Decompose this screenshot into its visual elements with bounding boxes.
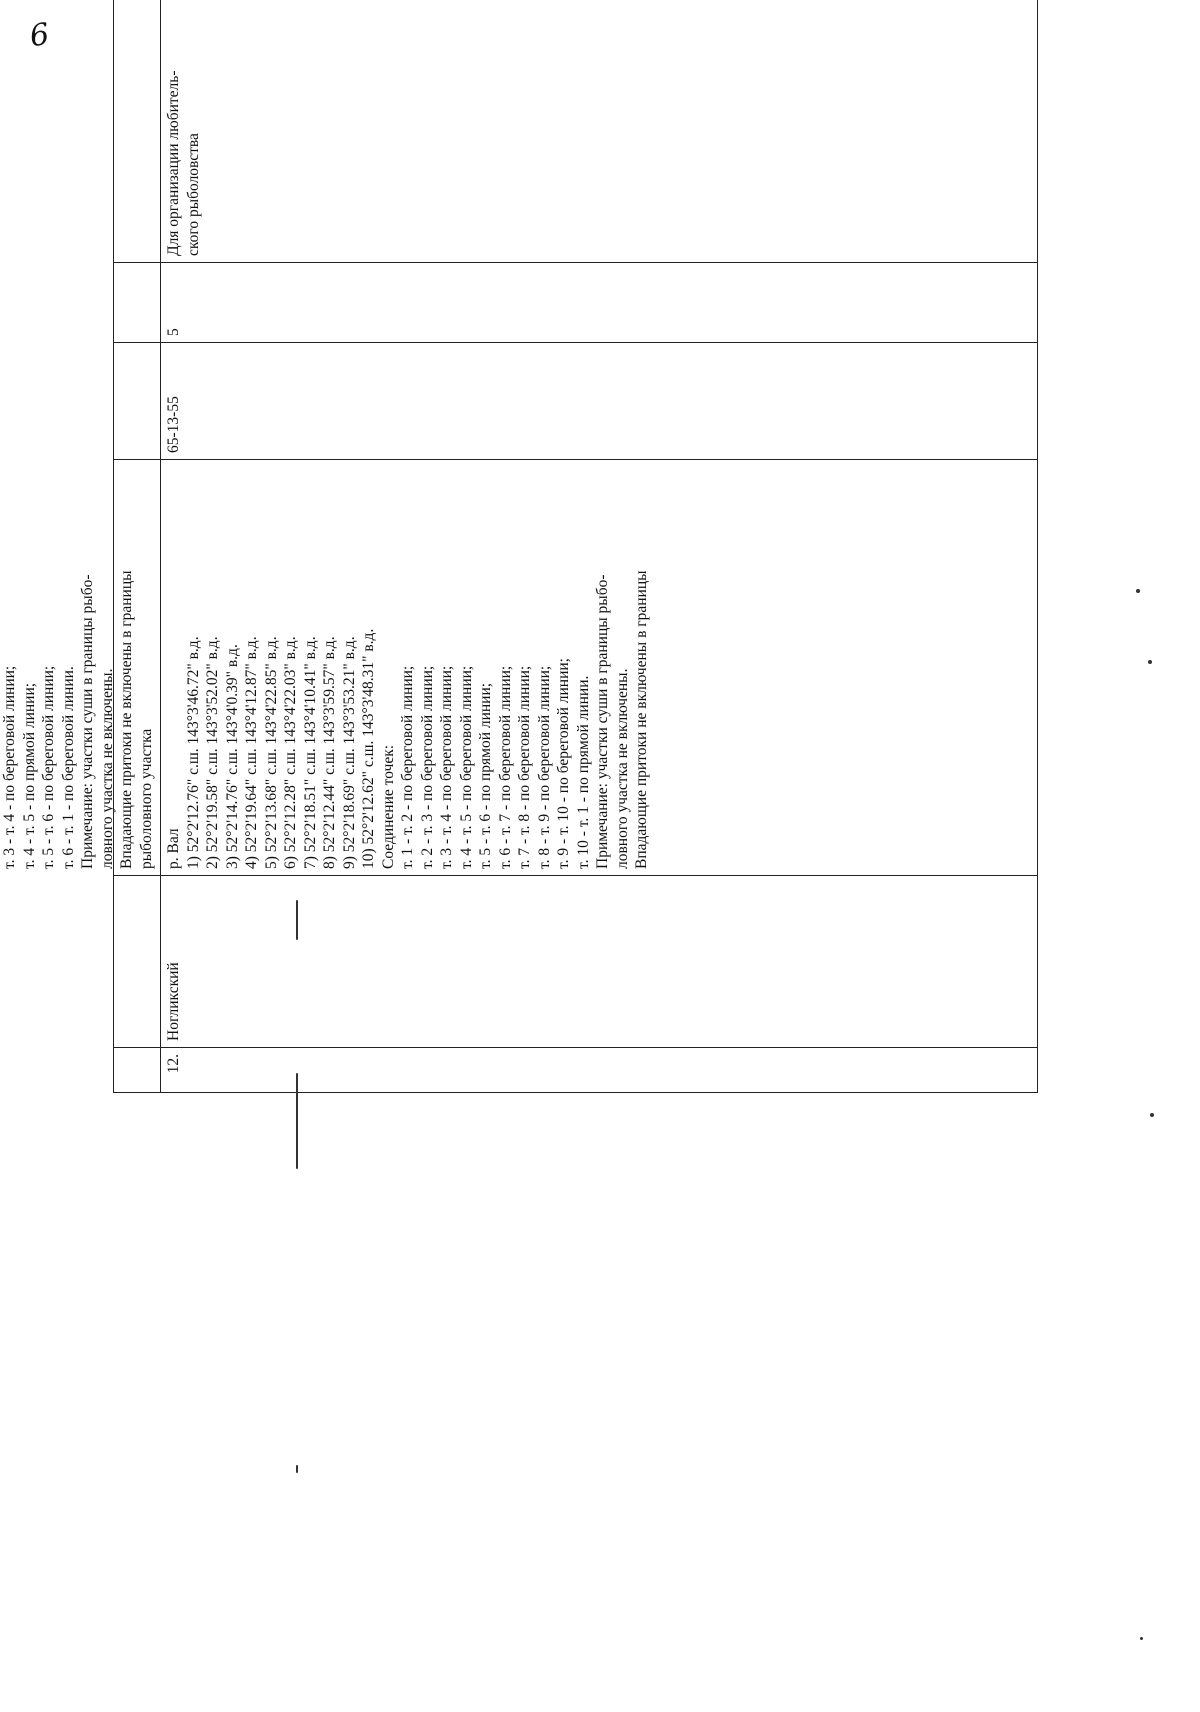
table-outer-border <box>113 0 1038 1093</box>
coordinate-line: Примечание: участки суши в границы рыбо- <box>79 574 96 869</box>
coordinate-line: Впадающие притоки не включены в границы <box>633 570 650 869</box>
scan-speck <box>1140 1637 1143 1640</box>
coordinate-line: т. 4 - т. 5 - по береговой линии; <box>457 665 475 869</box>
coordinate-line: т. 6 - т. 7 - по береговой линии; <box>496 665 514 869</box>
coordinate-line: т. 4 - т. 5 - по прямой линии; <box>20 682 38 869</box>
coordinate-line: рыболовного участка <box>137 728 155 869</box>
coordinate-line: т. 3 - т. 4 - по береговой линии; <box>1 665 18 869</box>
coordinate-line: т. 5 - т. 6 - по прямой линии; <box>477 682 494 869</box>
coordinate-line: 9) 52°2'18.69" с.ш. 143°3'53.21" в.д. <box>340 636 358 869</box>
coordinate-line: т. 10 - т. 1 - по прямой линии. <box>574 675 592 869</box>
scan-speck <box>1148 660 1152 664</box>
coordinate-line: р. Вал <box>165 828 182 869</box>
coordinate-line: т. 6 - т. 1 - по береговой линии. <box>59 666 77 869</box>
coordinate-line: 2) 52°2'19.58" с.ш. 143°3'52.02" в.д. <box>204 636 221 869</box>
coordinate-line: 6) 52°2'12.28" с.ш. 143°4'22.03" в.д. <box>282 636 299 869</box>
coordinate-line: т. 7 - т. 8 - по береговой линии; <box>516 665 533 869</box>
coordinate-line: т. 5 - т. 6 - по береговой линии; <box>40 665 57 869</box>
handwritten-page-number: 6 <box>27 16 52 55</box>
area-size: 5 <box>165 328 182 336</box>
coordinate-line: т. 1 - т. 2 - по береговой линии; <box>399 665 416 869</box>
coordinate-line: Примечание: участки суши в границы рыбо- <box>594 574 611 869</box>
coordinate-line: 4) 52°2'19.64" с.ш. 143°4'12.87" в.д. <box>243 636 260 869</box>
coordinate-line: Впадающие притоки не включены в границы <box>118 570 135 869</box>
coordinate-line: т. 2 - т. 3 - по береговой линии; <box>418 665 436 869</box>
coordinate-line: т. 3 - т. 4 - по береговой линии; <box>438 665 455 869</box>
scan-speck <box>296 1073 298 1169</box>
area-code: 65-13-55 <box>165 396 182 453</box>
coordinate-line: 8) 52°2'12.44" с.ш. 143°3'59.57" в.д. <box>321 636 338 869</box>
scan-speck <box>1136 589 1140 593</box>
purpose-line: ского рыболовства <box>184 133 202 256</box>
fishing-area-table <box>1 0 1038 1093</box>
scan-speck <box>296 900 298 940</box>
coordinate-line: ловного участка не включены. <box>98 668 116 869</box>
coordinate-line: 5) 52°2'13.68" с.ш. 143°4'22.85" в.д. <box>262 636 280 869</box>
coordinate-line: 1) 52°2'12.76" с.ш. 143°3'46.72" в.д. <box>184 636 202 869</box>
coordinate-line: ловного участка не включены. <box>613 668 631 869</box>
coordinate-line: Соединение точек: <box>379 744 397 869</box>
coordinate-line: 10) 52°2'12.62" с.ш. 143°3'48.31" в.д. <box>360 628 377 869</box>
purpose-line: Для организации любитель- <box>165 70 182 256</box>
scan-speck <box>296 1465 298 1473</box>
district-name: Ногликский <box>165 962 182 1041</box>
coordinate-line: 3) 52°2'14.76" с.ш. 143°4'0.39" в.д. <box>223 644 241 869</box>
row-number: 12. <box>165 1054 182 1074</box>
scan-speck <box>1150 1113 1154 1117</box>
coordinate-line: 7) 52°2'18.51" с.ш. 143°4'10.41" в.д. <box>301 636 319 869</box>
coordinate-line: т. 8 - т. 9 - по береговой линии; <box>535 665 553 869</box>
coordinate-line: т. 9 - т. 10 - по береговой линии; <box>555 658 572 869</box>
